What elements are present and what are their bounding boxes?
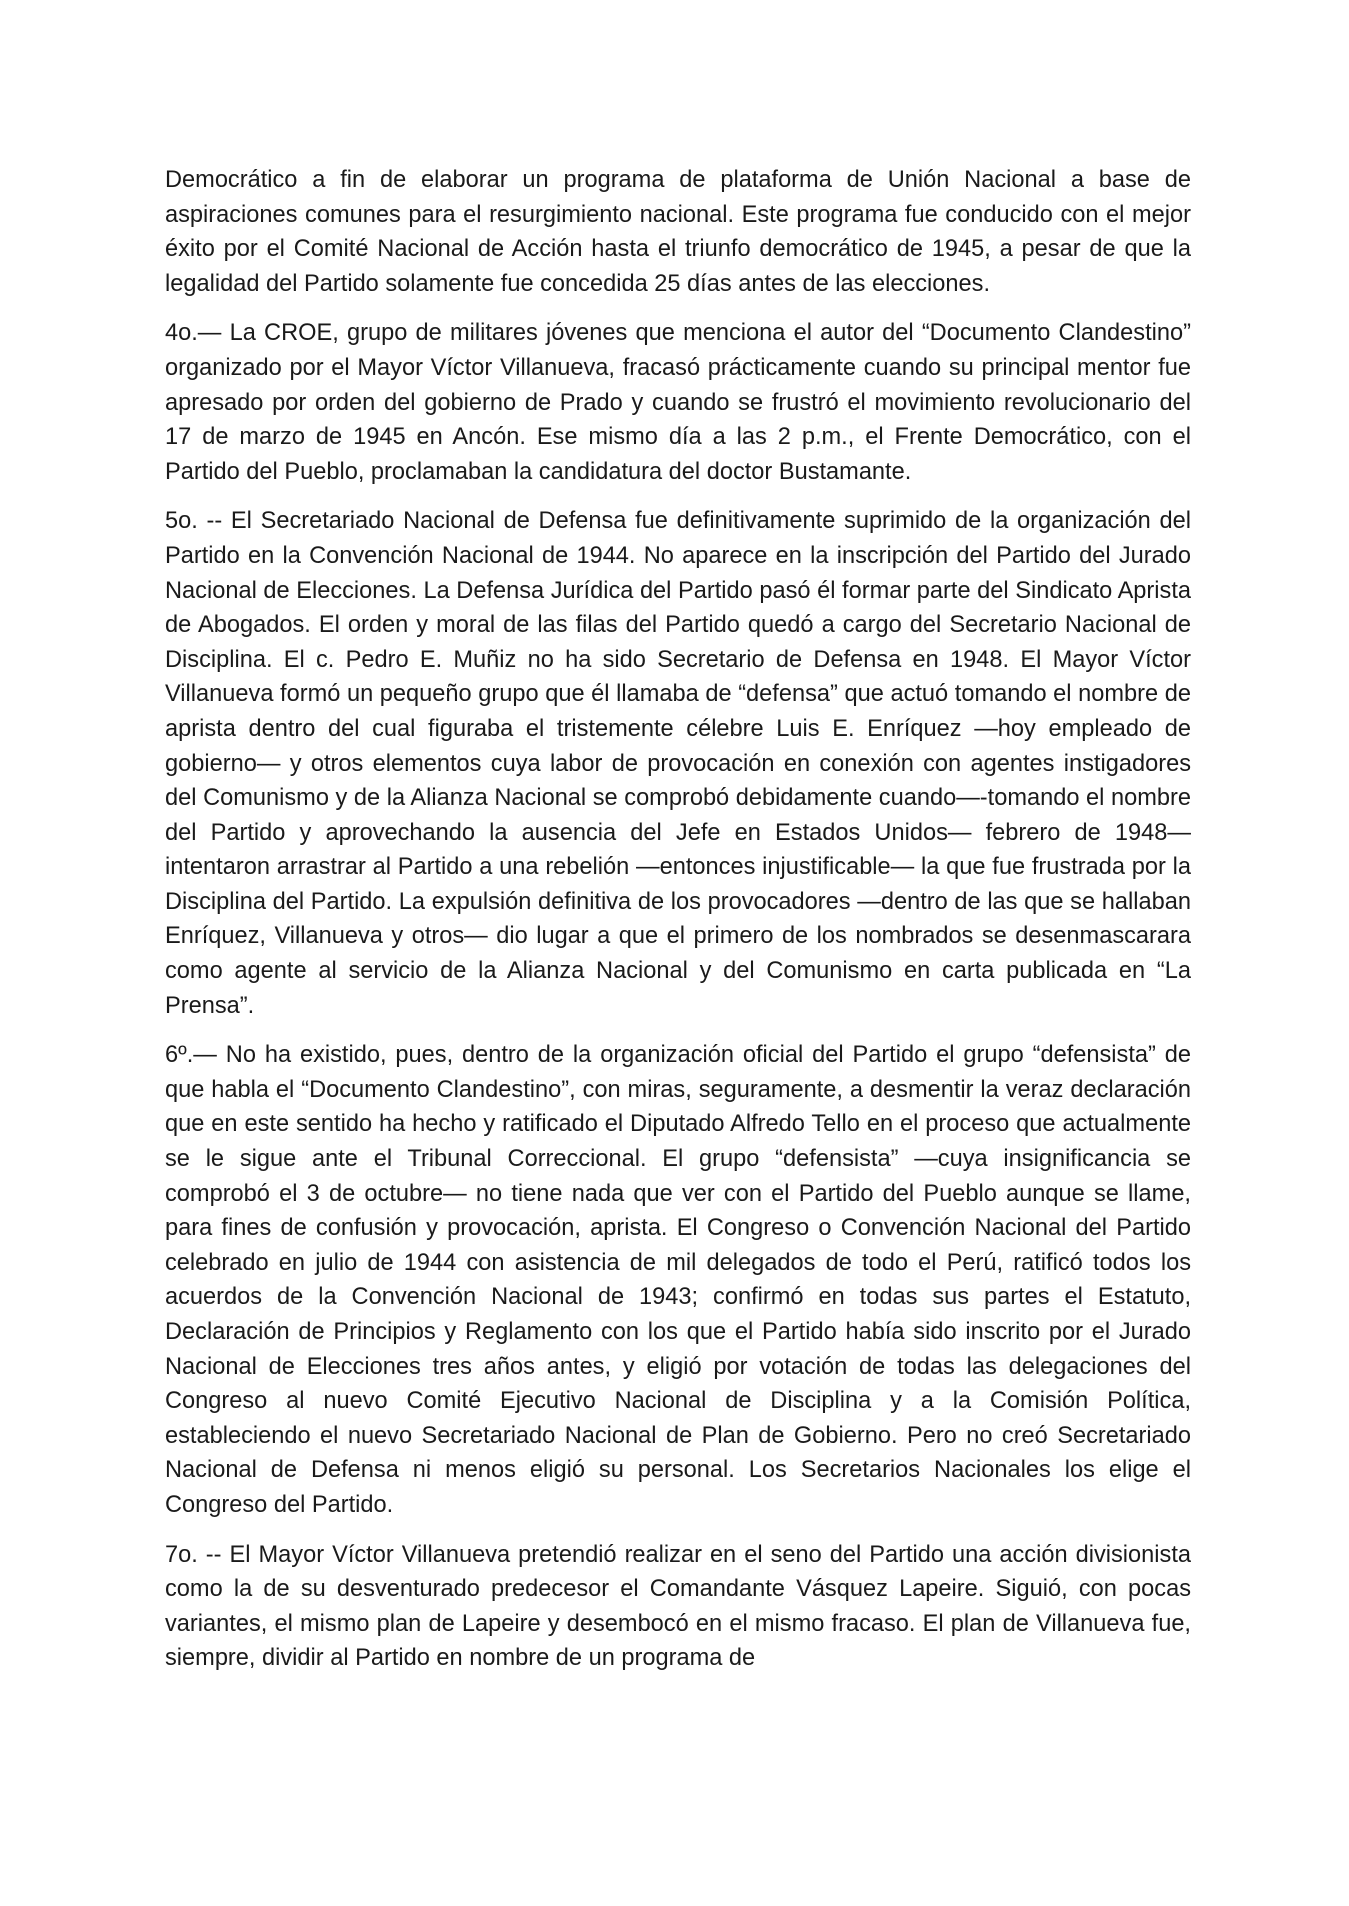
paragraph-continuation: Democrático a fin de elaborar un programa de plataforma de Unión Nacional a base de aspiraciones comunes para el resurgimiento nacional. Este programa fue conducido con el mejor éxito por el Comité Nacional de Acción hasta el triunfo democrático de 1945, a pesar de que la legalidad del Partido solamente fue concedida 25 días antes de las elecciones. [165, 167, 1191, 297]
document-body [165, 163, 1191, 1691]
paragraph-4o: 4o.— La CROE, grupo de militares jóvenes que menciona el autor del “Documento Clandestino” organizado por el Mayor Víctor Villanueva, fracasó prácticamente cuando su principal mentor fue apresado por orden del gobierno de Prado y cuando se frustró el movimiento revolucionario del 17 de marzo de 1945 en Ancón. Ese mismo día a las 2 p.m., el Frente Democrático, con el Partido del Pueblo, proclamaban la candidatura del doctor Bustamante. [165, 320, 1191, 485]
paragraph-5o: 5o. -- El Secretariado Nacional de Defensa fue definitivamente suprimido de la organización del Partido en la Convención Nacional de 1944. No aparece en la inscripción del Partido del Jurado Nacional de Elecciones. La Defensa Jurídica del Partido pasó él formar parte del Sindicato Aprista de Abogados. El orden y moral de las filas del Partido quedó a cargo del Secretario Nacional de Disciplina. El c. Pedro E. Muñiz no ha sido Secretario de Defensa en 1948. El Mayor Víctor Villanueva formó un pequeño grupo que él llamaba de “defensa” que actuó tomando el nombre de aprista dentro del cual figuraba el tristemente célebre Luis E. Enríquez —hoy empleado de gobierno— y otros elementos cuya labor de provocación en conexión con agentes instigadores del Comunismo y de la Alianza Nacional se comprobó debidamente cuando—-tomando el nombre del Partido y aprovechando la ausencia del Jefe en Estados Unidos— febrero de 1948— intentaron arrastrar al Partido a una rebelión —entonces injustificable— la que fue frustrada por la Disciplina del Partido. La expulsión definitiva de los provocadores —dentro de las que se hallaban Enríquez, Villanueva y otros— dio lugar a que el primero de los nombrados se desenmascarara como agente al servicio de la Alianza Nacional y del Comunismo en carta publicada en “La Prensa”. [165, 508, 1191, 1019]
paragraph-6o: 6º.— No ha existido, pues, dentro de la organización oficial del Partido el grupo “defensista” de que habla el “Documento Clandestino”, con miras, seguramente, a desmentir la veraz declaración que en este sentido ha hecho y ratificado el Diputado Alfredo Tello en el proceso que actualmente se le sigue ante el Tribunal Correccional. El grupo “defensista” —cuya insignificancia se comprobó el 3 de octubre— no tiene nada que ver con el Partido del Pueblo aunque se llame, para fines de confusión y provocación, aprista. El Congreso o Convención Nacional del Partido celebrado en julio de 1944 con asistencia de mil delegados de todo el Perú, ratificó todos los acuerdos de la Convención Nacional de 1943; confirmó en todas sus partes el Estatuto, Declaración de Principios y Reglamento con los que el Partido había sido inscrito por el Jurado Nacional de Elecciones tres años antes, y eligió por votación de todas las delegaciones del Congreso al nuevo Comité Ejecutivo Nacional de Disciplina y a la Comisión Política, estableciendo el nuevo Secretariado Nacional de Plan de Gobierno. Pero no creó Secretariado Nacional de Defensa ni menos eligió su personal. Los Secretarios Nacionales los elige el Congreso del Partido. [165, 1042, 1191, 1518]
paragraph-7o: 7o. -- El Mayor Víctor Villanueva pretendió realizar en el seno del Partido una acción divisionista como la de su desventurado predecesor el Comandante Vásquez Lapeire. Siguió, con pocas variantes, el mismo plan de Lapeire y desembocó en el mismo fracaso. El plan de Villanueva fue, siempre, dividir al Partido en nombre de un programa de [165, 1541, 1191, 1672]
